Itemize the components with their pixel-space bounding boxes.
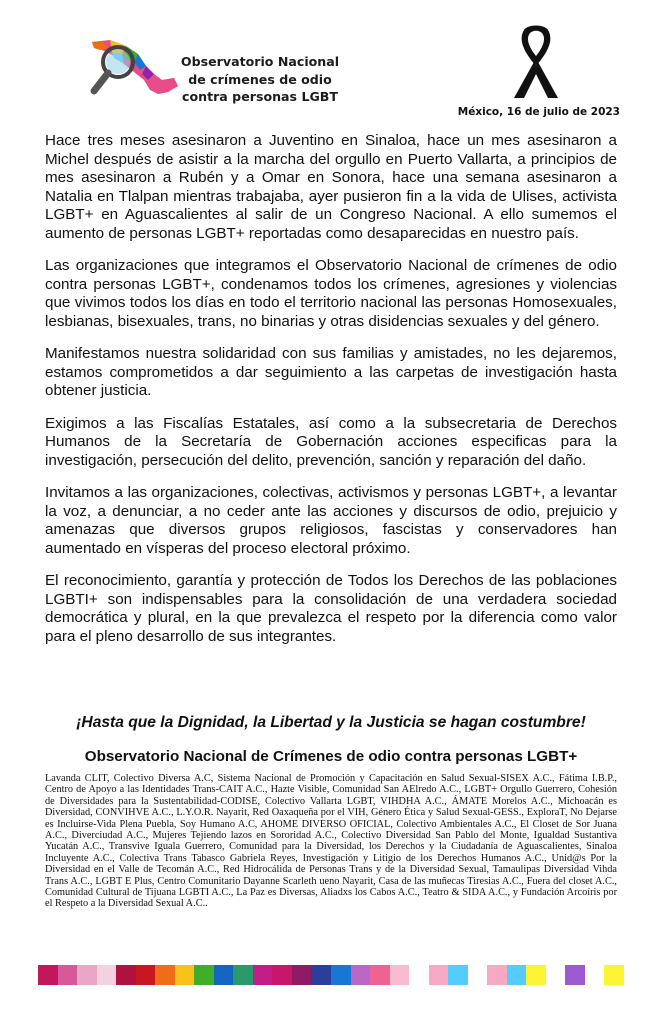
org-name-line-2: de crímenes de odio [188,71,332,87]
color-bar-segment [507,965,527,985]
color-bar-segment [97,965,117,985]
pride-color-bar [38,965,624,985]
color-bar-segment [77,965,97,985]
paragraph-2: Las organizaciones que integramos el Observatorio Nacional de crímenes de odio contra personas LGBT+, condenamos todos los crímenes, agresiones y violencias que vivimos todos los días en todo el territorio nacional las personas Homosexuales, lesbianas, bisexuales, trans, no binarias y otras disidencias sexuales y del género. [45,257,617,330]
color-bar-segment [546,965,566,985]
color-bar-segment [429,965,449,985]
color-bar-segment [526,965,546,985]
color-bar-segment [253,965,273,985]
color-bar-segment [390,965,410,985]
paragraph-1: Hace tres meses asesinaron a Juventino en Sinaloa, hace un mes asesinaron a Michel después de asistir a la marcha del orgullo en Puerto Vallarta, a principios de mes asesinaron a Rubén y a Omar en Sonora, hace una semana asesinaron a Natalia en Tlalpan mientras trabajaba, ayer pusieron fin a la vida de Ulises, activista LGBT+ en Aguascalientes al salir de un Congreso Nacional. A ello sumemos el aumento de personas LGBT+ reportadas como desaparecidas en nuestro país. [45,132,617,242]
color-bar-segment [565,965,585,985]
org-name-line-1: Observatorio Nacional [180,54,340,69]
color-bar-segment [487,965,507,985]
color-bar-segment [585,965,605,985]
signatory-organizations: Lavanda CLIT, Colectivo Diversa A.C, Sistema Nacional de Promoción y Capacitación en Salud Sexual-SISEX A.C., Fátima I.B.P., Centro de Apoyo a las Identidades Trans-CAIT A.C., Hazte Visible, Comunidad San AElredo A.C., LGBT+ Orgullo Guerrero, Cohesión de Diversidades para la Sustentabilidad-CODISE, Colectivo Vallarta LGBT, VIHDHA A.C., ÁMATE Morelos A.C., Michoacán es Diversidad, CONVIHVE A.C., L.Y.O.R. Nayarit, Red Oaxaqueña por el VIH, Género Ética y Salud Sexual-GESS., ExploraT, No Dejarse es Incluirse-Vida Plena Puebla, Soy Humano A.C, AHOME DIVERSO OFICIAL, Colectivo Ambientales A.C., El Closet de Sor Juana A.C., Diverciudad A.C., Mujeres Tejiendo lazos en Sororidad A.C., Colectivo Diversidad San Pablo del Monte, Igualdad Sustantiva Yucatán A.C., Transvive Iguala Guerrero, Comunidad para la Diversidad, los Derechos y la Ciudadanía de Aguascalientes, Sinaloa Incluyente A.C., Colectiva Trans Tabasco Gabriela Reyes, Investigación y Litigio de los Derechos Humanos A.C., Unid@s Por la Diversidad en el Valle de Tecomán A.C., Red Hidrocálida de Personas Trans y de la Diversidad Sexual, Tamaulipas Diversidad Vihda Trans A.C., LGBT E Plus, Centro Comunitario Dayanne Scarleth ueno Nayarit, Casa de las muñecas Tiresias A.C., Fuera del closet A.C., Comunidad Cultural de Tijuana LGBTI A.C., La Paz es Diversas, Aliadxs los Cabos A.C., Teatro & SIDA A.C., y Fundación Arcoíris por el Respeto a la Diversidad Sexual A.C.. [45,773,617,910]
paragraph-4: Exigimos a las Fiscalías Estatales, así como a la subsecretaria de Derechos Humanos de la Secretaría de Gobernación acciones especificas para la investigación, persecución del delito, prevención, sanción y reparación del daño. [45,414,617,469]
color-bar-segment [214,965,234,985]
color-bar-segment [116,965,136,985]
color-bar-segment [468,965,488,985]
color-bar-segment [272,965,292,985]
color-bar-segment [175,965,195,985]
color-bar-segment [155,965,175,985]
closing-slogan: ¡Hasta que la Dignidad, la Libertad y la Justicia se hagan costumbre! [76,714,586,731]
color-bar-segment [448,965,468,985]
letterhead [0,0,662,125]
document-date: México, 16 de julio de 2023 [457,106,620,118]
signature-line: Observatorio Nacional de Crímenes de odio contra personas LGBT+ [84,748,578,765]
color-bar-segment [292,965,312,985]
paragraph-3: Manifestamos nuestra solidaridad con sus familias y amistades, no les dejaremos, estamos comprometidos a dar seguimiento a las carpetas de investigación hasta obtener justicia. [45,345,617,399]
color-bar-segment [233,965,253,985]
org-name-line-3: contra personas LGBT [181,89,338,104]
color-bar-segment [351,965,371,985]
color-bar-segment [409,965,429,985]
color-bar-segment [38,965,58,985]
color-bar-segment [58,965,78,985]
statement-body [45,132,617,660]
organization-name [180,53,340,106]
color-bar-segment [331,965,351,985]
paragraph-5: Invitamos a las organizaciones, colectivas, activismos y personas LGBT+, a levantar la voz, a denunciar, a no ceder ante las acciones y discursos de odio, prejuicio y amenazas que diversos grupos religiosos, fascistas y conservadores han aumentado en vísperas del proceso electoral próximo. [45,484,617,557]
color-bar-segment [311,965,331,985]
mexico-map-magnifier-icon [88,36,180,118]
color-bar-segment [370,965,390,985]
mourning-ribbon-icon [506,22,566,102]
color-bar-segment [604,965,624,985]
paragraph-6: El reconocimiento, garantía y protección de Todos los Derechos de las poblaciones LGBTI+ son indispensables para la consolidación de una verdadera sociedad democrática y plural, en la que prevalezca el respeto por la diferencia como valor para el pleno desarrollo de sus integrantes. [45,572,617,645]
color-bar-segment [194,965,214,985]
color-bar-segment [136,965,156,985]
